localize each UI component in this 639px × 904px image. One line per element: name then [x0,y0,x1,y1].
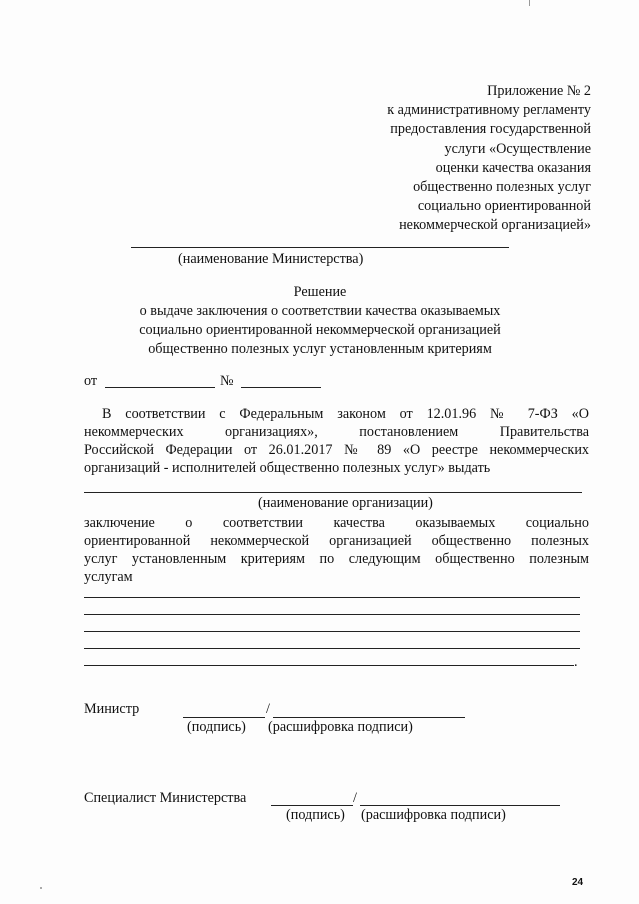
specialist-label: Специалист Министерства [84,790,247,806]
minister-signature-line [183,717,265,718]
appendix-line: оценки качества оказания [435,159,591,176]
appendix-line: общественно полезных услуг [413,179,591,196]
date-field-line [105,387,215,388]
conclusion-line: заключение о соответствии качества оказываемых социально [84,515,589,531]
body-line: некоммерческих организациях», постановлением Правительства [84,424,589,440]
ministry-caption: (наименование Министерства) [178,251,364,267]
services-terminator: . [574,654,578,670]
services-line [84,665,574,666]
decision-subtitle-line: общественно полезных услуг установленным критериям [148,341,492,357]
body-line: организаций - исполнителей общественно полезных услуг» выдать [84,460,491,476]
page-number: 24 [572,877,584,888]
appendix-line: предоставления государственной [390,121,591,138]
specialist-signature-line [271,805,353,806]
body-line: Российской Федерации от 26.01.2017 № 89 «О реестре некоммерческих [84,442,589,458]
organization-caption: (наименование организации) [258,495,433,511]
body-paragraph [84,405,589,477]
specialist-decode-line [360,805,560,806]
specialist-signature-caption: (подпись) [286,807,345,823]
decision-title: Решение [293,284,347,300]
services-line [84,614,580,615]
scan-mark [529,0,530,6]
appendix-header [387,82,591,236]
specialist-separator: / [353,790,357,806]
specialist-decode-caption: (расшифровка подписи) [361,807,506,823]
services-line [84,631,580,632]
decision-subtitle-line: социально ориентированной некоммерческой организацией [139,322,501,338]
minister-label: Министр [84,701,140,717]
number-label: № [220,373,234,389]
appendix-line: услуги «Осуществление [444,140,591,157]
services-line [84,597,580,598]
body-line: В соответствии с Федеральным законом от 12.01.96 № 7-ФЗ «О [102,406,589,422]
decision-subtitle-line: о выдаче заключения о соответствии качества оказываемых [139,303,501,319]
number-field-line [241,387,321,388]
minister-decode-line [273,717,465,718]
ministry-name-line [131,247,509,248]
minister-separator: / [266,701,270,717]
decision-heading [110,283,530,359]
appendix-line: к административному регламенту [387,102,591,119]
conclusion-paragraph [84,514,589,586]
conclusion-line: услуг установленным критериям по следующим общественно полезным [84,551,589,567]
minister-decode-caption: (расшифровка подписи) [268,719,413,735]
appendix-line: Приложение № 2 [487,83,591,99]
conclusion-line: услугам [84,569,133,585]
minister-signature-caption: (подпись) [187,719,246,735]
scan-dot [40,887,42,889]
appendix-line: некоммерческой организацией» [399,217,591,234]
appendix-line: социально ориентированной [417,198,591,215]
date-from-label: от [84,373,98,389]
conclusion-line: ориентированной некоммерческой организацией общественно полезных [84,533,589,549]
organization-name-line [84,492,582,493]
services-line [84,648,580,649]
